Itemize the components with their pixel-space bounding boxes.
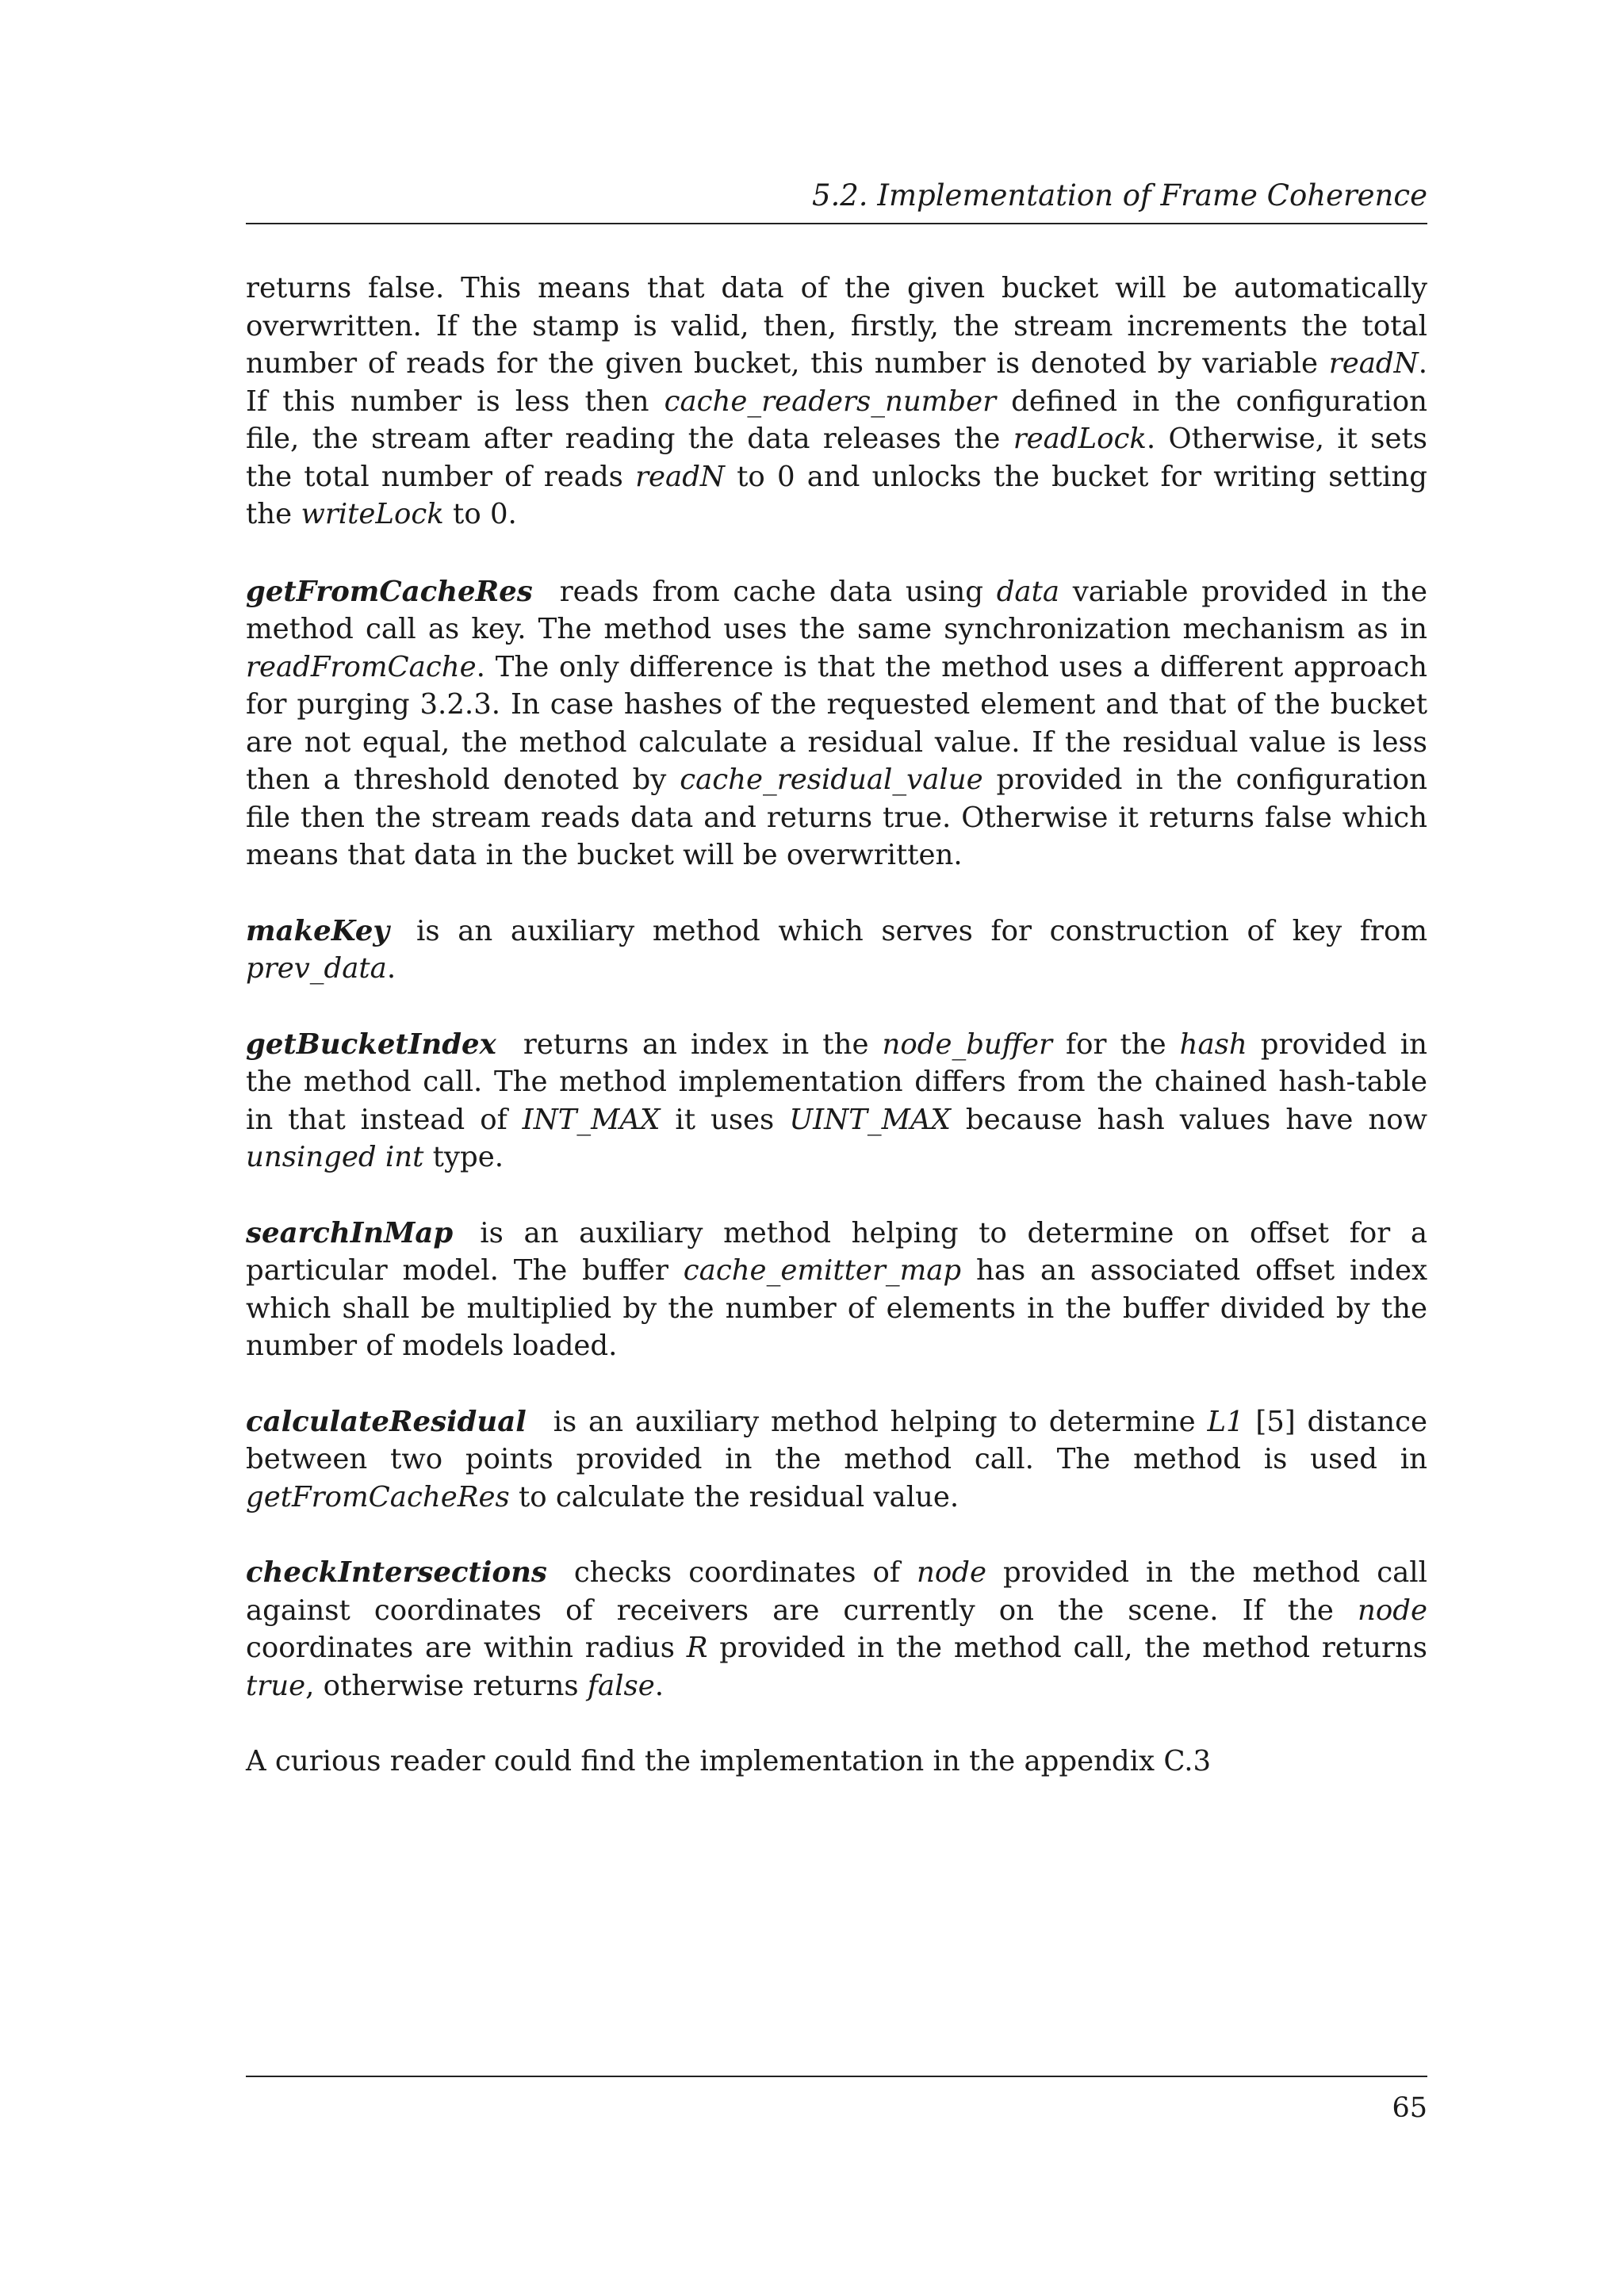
math-variable: node_buffer: [882, 1027, 1052, 1061]
text-run: to 0.: [443, 498, 517, 530]
math-variable: readLock: [1013, 423, 1147, 455]
text-run: checks coordinates of: [573, 1556, 917, 1589]
paragraph-makekey: [246, 913, 1427, 988]
text-run: returns an index in the: [523, 1027, 883, 1061]
math-variable: cache_residual_value: [680, 763, 983, 796]
text-run: is an auxiliary method which serves for construction of key from: [416, 914, 1427, 947]
paragraph-checkintersections: [246, 1554, 1427, 1705]
method-term: searchInMap: [246, 1216, 454, 1249]
text-run: for the: [1051, 1027, 1180, 1061]
math-variable: UINT_MAX: [789, 1103, 951, 1136]
math-variable: INT_MAX: [522, 1103, 661, 1136]
math-variable: data: [996, 575, 1060, 608]
text-run: because hash values have now: [950, 1103, 1427, 1136]
text-run: variable provided in the method call as key. The method uses the same synchronization mechanism as in: [246, 575, 1427, 645]
method-term: makeKey: [246, 914, 390, 947]
math-variable: getFromCacheRes: [246, 1480, 510, 1513]
text-run: type.: [423, 1141, 504, 1173]
text-run: it uses: [660, 1103, 790, 1136]
text-run: provided in the method call against coordinates of receivers are currently on the scene. If the: [246, 1556, 1427, 1627]
text-run: provided in the configuration file then the stream reads data and returns true. Otherwise it returns false which means that data in the bucket will be overwritten.: [246, 763, 1427, 871]
method-term: calculateResidual: [246, 1405, 527, 1438]
math-variable: readN: [1328, 347, 1419, 380]
text-run: [5] distance between two points provided in the method call. The method is used in: [246, 1405, 1427, 1475]
text-run: A curious reader could find the implementation in the appendix C.3: [246, 1745, 1212, 1777]
text-run: returns false. This means that data of the given bucket will be automatically overwritten. If the stamp is valid, then, firstly, the stream increments the total number of reads for the given bucket, this number is denoted by variable: [246, 272, 1427, 380]
method-term: getFromCacheRes: [246, 575, 533, 608]
math-variable: prev_data: [246, 952, 387, 985]
text-run: provided in the method call, the method returns: [707, 1632, 1427, 1664]
text-run: to 0 and unlocks the bucket for writing setting the: [246, 460, 1427, 530]
paragraph-searchinmap: [246, 1215, 1427, 1365]
math-variable: unsinged int: [246, 1141, 424, 1173]
text-run: . If this number is less then: [246, 347, 1427, 418]
text-run: . The only difference is that the method uses a different approach for purging 3.2.3. In case hashes of the requested element and that of the bucket are not equal, the method calculate a residual value. If the residual value is less then a threshold denoted by: [246, 650, 1427, 796]
text-run: defined in the configuration file, the stream after reading the data releases the: [246, 385, 1427, 455]
math-variable: cache_emitter_map: [683, 1254, 962, 1287]
text-run: has an associated offset index which shall be multiplied by the number of elements in the buffer divided by the number of models loaded.: [246, 1254, 1427, 1362]
text-run: reads from cache data using: [559, 575, 997, 608]
math-variable: node: [917, 1556, 986, 1589]
math-variable: true: [246, 1669, 306, 1702]
text-run: , otherwise returns: [305, 1669, 588, 1702]
header-rule: [246, 223, 1427, 224]
math-variable: R: [686, 1632, 708, 1664]
math-variable: L1: [1207, 1405, 1244, 1438]
paragraph-getfromcacheres: [246, 573, 1427, 874]
paragraph-stream-reading: [246, 270, 1427, 534]
math-variable: readN: [635, 460, 725, 493]
method-term: getBucketIndex: [246, 1027, 496, 1061]
math-variable: hash: [1179, 1027, 1247, 1061]
text-run: to calculate the residual value.: [509, 1480, 959, 1513]
math-variable: false: [587, 1669, 655, 1702]
footer-rule: [246, 2076, 1427, 2077]
math-variable: readFromCache: [246, 650, 477, 683]
text-run: is an auxiliary method helping to determine: [553, 1405, 1208, 1438]
text-run: .: [386, 952, 396, 985]
body-text: [246, 270, 1427, 1819]
text-run: is an auxiliary method helping to determine on offset for a particular model. The buffer: [246, 1216, 1427, 1287]
text-run: . Otherwise, it sets the total number of reads: [246, 423, 1427, 493]
math-variable: cache_readers_number: [664, 385, 997, 418]
math-variable: writeLock: [301, 498, 444, 530]
page-number: 65: [1392, 2092, 1427, 2124]
running-header: 5.2. Implementation of Frame Coherence: [811, 178, 1427, 212]
paragraph-calculateresidual: [246, 1403, 1427, 1517]
method-term: checkIntersections: [246, 1556, 547, 1589]
text-run: provided in the method call. The method implementation differs from the chained hash-table in that instead of: [246, 1027, 1427, 1136]
math-variable: node: [1358, 1594, 1427, 1627]
paragraph-appendix-note: [246, 1743, 1427, 1781]
paragraph-getbucketindex: [246, 1026, 1427, 1177]
text-run: coordinates are within radius: [246, 1632, 687, 1664]
text-run: .: [654, 1669, 665, 1702]
